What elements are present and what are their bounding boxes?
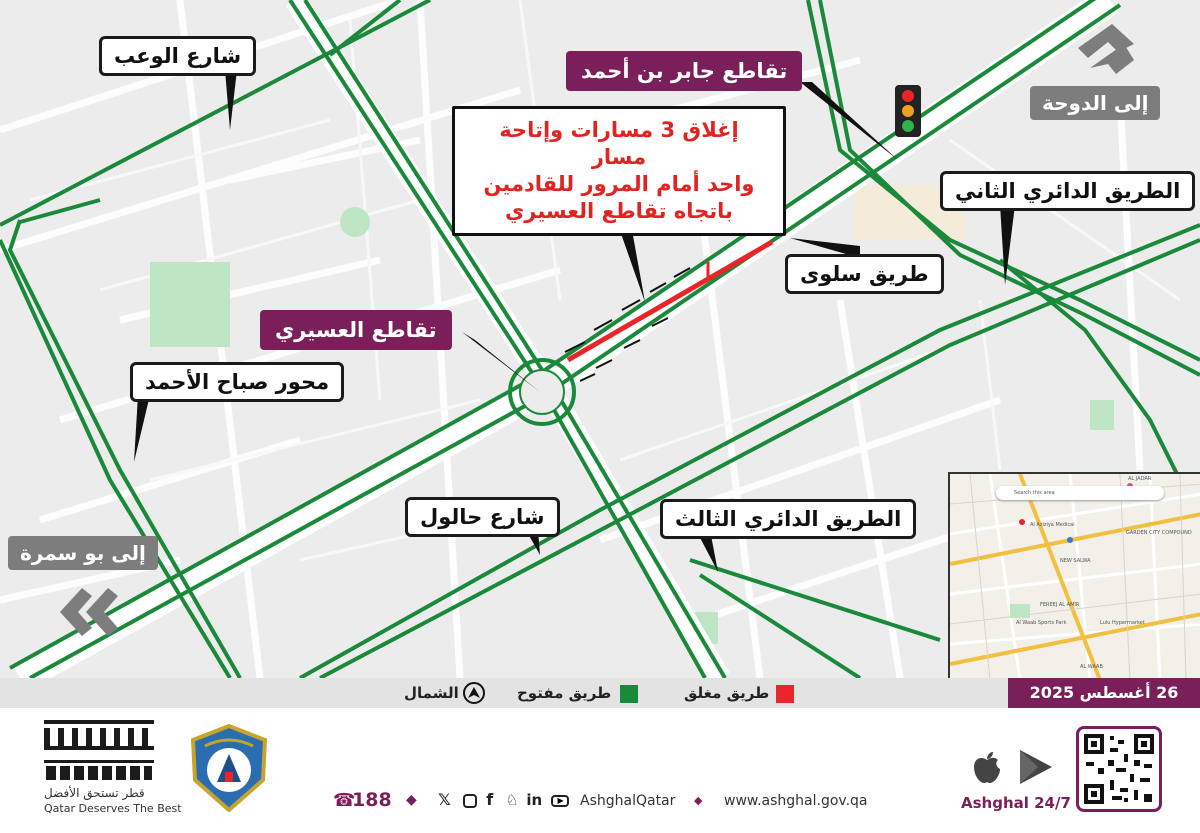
phone-icon: ☎: [333, 790, 356, 811]
minimap-place: Al Waab Sports Park: [1016, 620, 1067, 626]
minimap-place: Lulu Hypermarket: [1100, 620, 1145, 626]
north-arrow-icon: [463, 682, 485, 704]
park-area: [340, 207, 370, 237]
hotline-number[interactable]: 188: [352, 789, 392, 811]
callout-line-3: باتجاه تقاطع العسيري: [505, 199, 733, 223]
minimap-search[interactable]: Search this area: [996, 486, 1164, 500]
linkedin-icon[interactable]: in: [526, 791, 543, 809]
social-icons: [438, 790, 569, 810]
minimap-place: AL WAAB: [1080, 664, 1103, 670]
separator-dot: ◆: [406, 792, 417, 808]
closed-road-segment: [568, 242, 772, 360]
minimap-place: FEREEJ AL AMIR: [1040, 602, 1080, 608]
closed-road-swatch: [776, 685, 794, 703]
ministry-seal-logo: [185, 724, 273, 812]
traffic-light-icon: [895, 85, 921, 137]
logo-english-tagline: Qatar Deserves The Best: [44, 802, 182, 815]
label-sabah-axis: محور صباح الأحمد: [130, 362, 344, 402]
instagram-icon[interactable]: [463, 794, 477, 808]
label-wab-street: شارع الوعب: [99, 36, 256, 76]
minimap-place: GARDEN CITY COMPOUND: [1126, 530, 1192, 536]
minimap-place: NEW SALWA: [1060, 558, 1091, 564]
label-second-ring-road: الطريق الدائري الثاني: [940, 171, 1195, 211]
date-badge: 26 أغسطس 2025: [1008, 678, 1200, 708]
qr-code[interactable]: [1076, 726, 1162, 812]
label-third-ring-road: الطريق الدائري الثالث: [660, 499, 916, 539]
snapchat-icon[interactable]: ♘: [505, 791, 519, 809]
ashghal-logo: [44, 720, 154, 782]
logo-arabic-tagline: قطر تستحق الأفضل: [44, 786, 145, 800]
label-hallul-street: شارع حالول: [405, 497, 560, 537]
label-salwa-road: طريق سلوى: [785, 254, 944, 294]
label-to-doha: إلى الدوحة: [1030, 86, 1160, 120]
separator-dot: ◆: [694, 794, 703, 807]
footer: [0, 708, 1200, 833]
website-link[interactable]: www.ashghal.gov.qa: [724, 793, 868, 809]
open-road-swatch: [620, 685, 638, 703]
legend-closed-label: طريق مغلق: [684, 684, 770, 702]
minimap-place: Al Aziziya Medical: [1030, 522, 1075, 528]
legend-north-label: الشمال: [404, 684, 459, 702]
x-icon[interactable]: 𝕏: [438, 790, 451, 809]
minimap-place: AL JADAR: [1128, 476, 1152, 482]
facebook-icon[interactable]: f: [486, 790, 494, 809]
youtube-icon[interactable]: ▶: [551, 795, 569, 807]
social-handle[interactable]: AshghalQatar: [580, 793, 676, 809]
callout-line-2: واحد أمام المرور للقادمين: [483, 172, 755, 196]
apple-store-icon[interactable]: [970, 750, 1004, 784]
google-play-icon[interactable]: [1018, 748, 1054, 786]
legend-open-label: طريق مفتوح: [517, 684, 612, 702]
park-area: [150, 262, 230, 347]
label-to-abu-samra: إلى بو سمرة: [8, 536, 158, 570]
label-asiri-intersection: تقاطع العسيري: [260, 310, 452, 350]
park-area: [1090, 400, 1114, 430]
app-name: Ashghal 24/7: [961, 794, 1071, 812]
location-minimap[interactable]: [948, 472, 1200, 678]
closure-callout: [452, 106, 786, 236]
label-jaber-intersection: تقاطع جابر بن أحمد: [566, 51, 802, 91]
callout-line-1: إغلاق 3 مسارات وإتاحة مسار: [499, 118, 739, 169]
